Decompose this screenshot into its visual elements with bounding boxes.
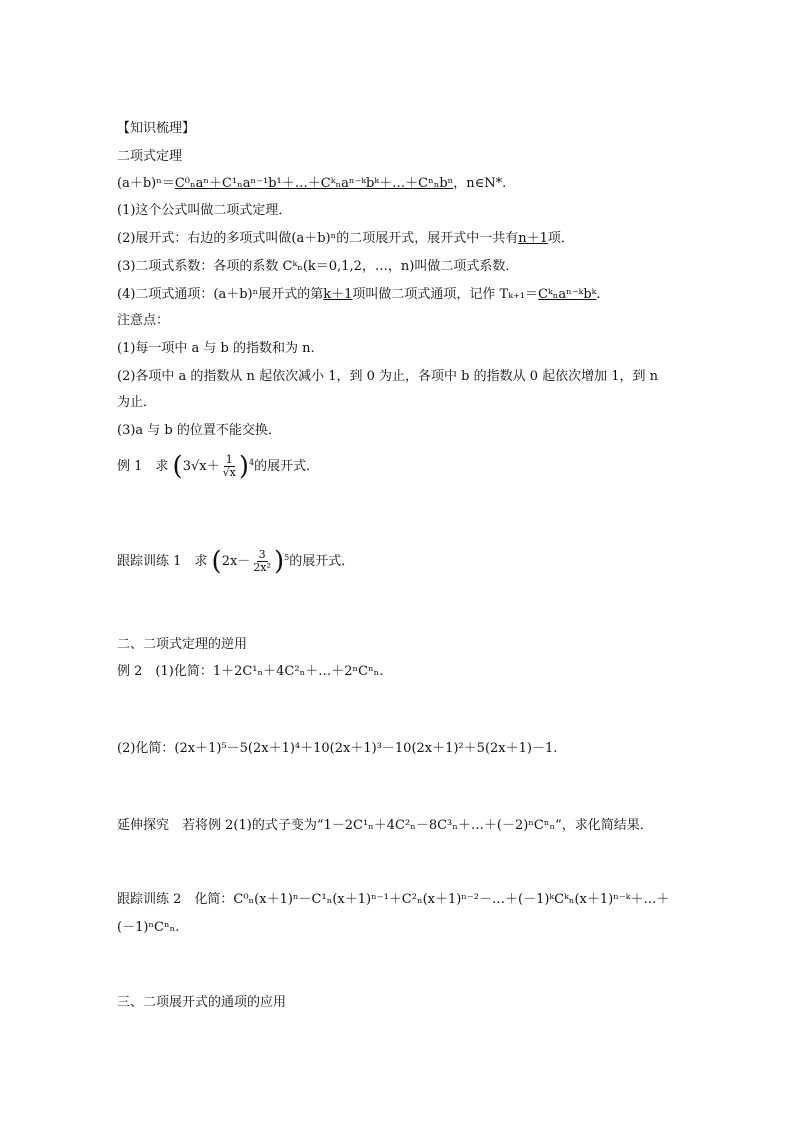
training-1-term: 2x－ bbox=[221, 554, 251, 569]
example-2-part-2: (2)化简：(2x＋1)⁵－5(2x＋1)⁴＋10(2x＋1)³－10(2x＋1)²＋5(2x＋1)－1. bbox=[117, 741, 558, 756]
example-1-fraction bbox=[221, 454, 238, 479]
note-2-line-2: 为止． bbox=[117, 395, 157, 410]
training-1-fraction bbox=[251, 549, 273, 574]
fraction-numerator: 1 bbox=[225, 453, 233, 466]
example-1-post: 的展开式． bbox=[254, 459, 320, 474]
section-knowledge-heading: 【知识梳理】 bbox=[117, 121, 196, 136]
item-2 bbox=[117, 231, 574, 247]
left-paren: ( bbox=[172, 451, 183, 482]
right-paren: ) bbox=[238, 451, 249, 482]
example-2-part-1: 例 2 (1)化简：1＋2C¹ₙ＋4C²ₙ＋…＋2ⁿCⁿₙ. bbox=[117, 664, 384, 679]
note-3: (3)a 与 b 的位置不能交换． bbox=[117, 423, 281, 438]
item-4-blank-1: k＋1 bbox=[323, 287, 353, 302]
training-1-exponent: 5 bbox=[284, 553, 290, 562]
item-4-mid: 项叫做二项式通项，记作 Tₖ₊₁＝ bbox=[352, 287, 539, 302]
item-3: (3)二项式系数：各项的系数 Cᵏₙ(k＝0,1,2，…，n)叫做二项式系数． bbox=[117, 259, 519, 274]
item-2-text: (2)展开式：右边的多项式叫做(a＋b)ⁿ的二项展开式，展开式中一共有 bbox=[117, 231, 519, 246]
fraction-denominator: √x bbox=[222, 466, 236, 479]
fraction-numerator: 3 bbox=[258, 548, 266, 561]
formula-tail: ，n∈N*. bbox=[453, 176, 507, 191]
right-paren: ) bbox=[273, 546, 285, 577]
training-1-label: 跟踪训练 1 求 bbox=[117, 554, 208, 569]
left-paren: ( bbox=[211, 546, 222, 577]
binomial-theorem-formula bbox=[117, 176, 506, 192]
formula-left: (a＋b)ⁿ＝ bbox=[117, 176, 175, 191]
training-1-post: 的展开式． bbox=[289, 554, 355, 569]
item-2-blank: n＋1 bbox=[518, 231, 548, 246]
example-1 bbox=[117, 451, 319, 483]
example-1-term: 3√x＋ bbox=[182, 459, 220, 474]
theorem-title: 二项式定理 bbox=[117, 149, 183, 164]
formula-expansion: C⁰ₙaⁿ＋C¹ₙaⁿ⁻¹b¹＋…＋Cᵏₙaⁿ⁻ᵏbᵏ＋…＋Cⁿₙbⁿ bbox=[174, 176, 454, 191]
item-2-post: 项． bbox=[547, 231, 574, 246]
training-2-line-2: (－1)ⁿCⁿₙ. bbox=[117, 920, 180, 935]
note-1: (1)每一项中 a 与 b 的指数和为 n. bbox=[117, 341, 315, 356]
example-1-exponent: 4 bbox=[248, 458, 255, 467]
item-4-blank-2: Cᵏₙaⁿ⁻ᵏbᵏ bbox=[538, 287, 597, 302]
example-1-label: 例 1 求 bbox=[117, 459, 169, 474]
training-2-line-1: 跟踪训练 2 化简：C⁰ₙ(x＋1)ⁿ－C¹ₙ(x＋1)ⁿ⁻¹＋C²ₙ(x＋1)ⁿ⁻²－…＋(－1)ᵏCᵏₙ(x＋1)ⁿ⁻ᵏ＋…＋ bbox=[117, 892, 670, 907]
item-1: (1)这个公式叫做二项式定理． bbox=[117, 203, 292, 218]
fraction-denominator: 2x² bbox=[253, 561, 271, 574]
note-title: 注意点： bbox=[117, 313, 170, 328]
item-4-post: . bbox=[596, 287, 601, 302]
note-2-line-1: (2)各项中 a 的指数从 n 起依次减小 1，到 0 为止，各项中 b 的指数从 0 起依次增加 1，到 n bbox=[117, 369, 659, 384]
section-2-title: 二、二项式定理的逆用 bbox=[117, 637, 248, 652]
item-4 bbox=[117, 287, 601, 303]
section-3-title: 三、二项展开式的通项的应用 bbox=[117, 995, 287, 1010]
extended-exploration: 延伸探究 若将例 2(1)的式子变为“1－2C¹ₙ＋4C²ₙ－8C³ₙ＋…＋(－2)ⁿCⁿₙ”，求化简结果． bbox=[117, 818, 653, 833]
training-1 bbox=[117, 546, 354, 578]
item-4-text: (4)二项式通项：(a＋b)ⁿ展开式的第 bbox=[117, 287, 324, 302]
